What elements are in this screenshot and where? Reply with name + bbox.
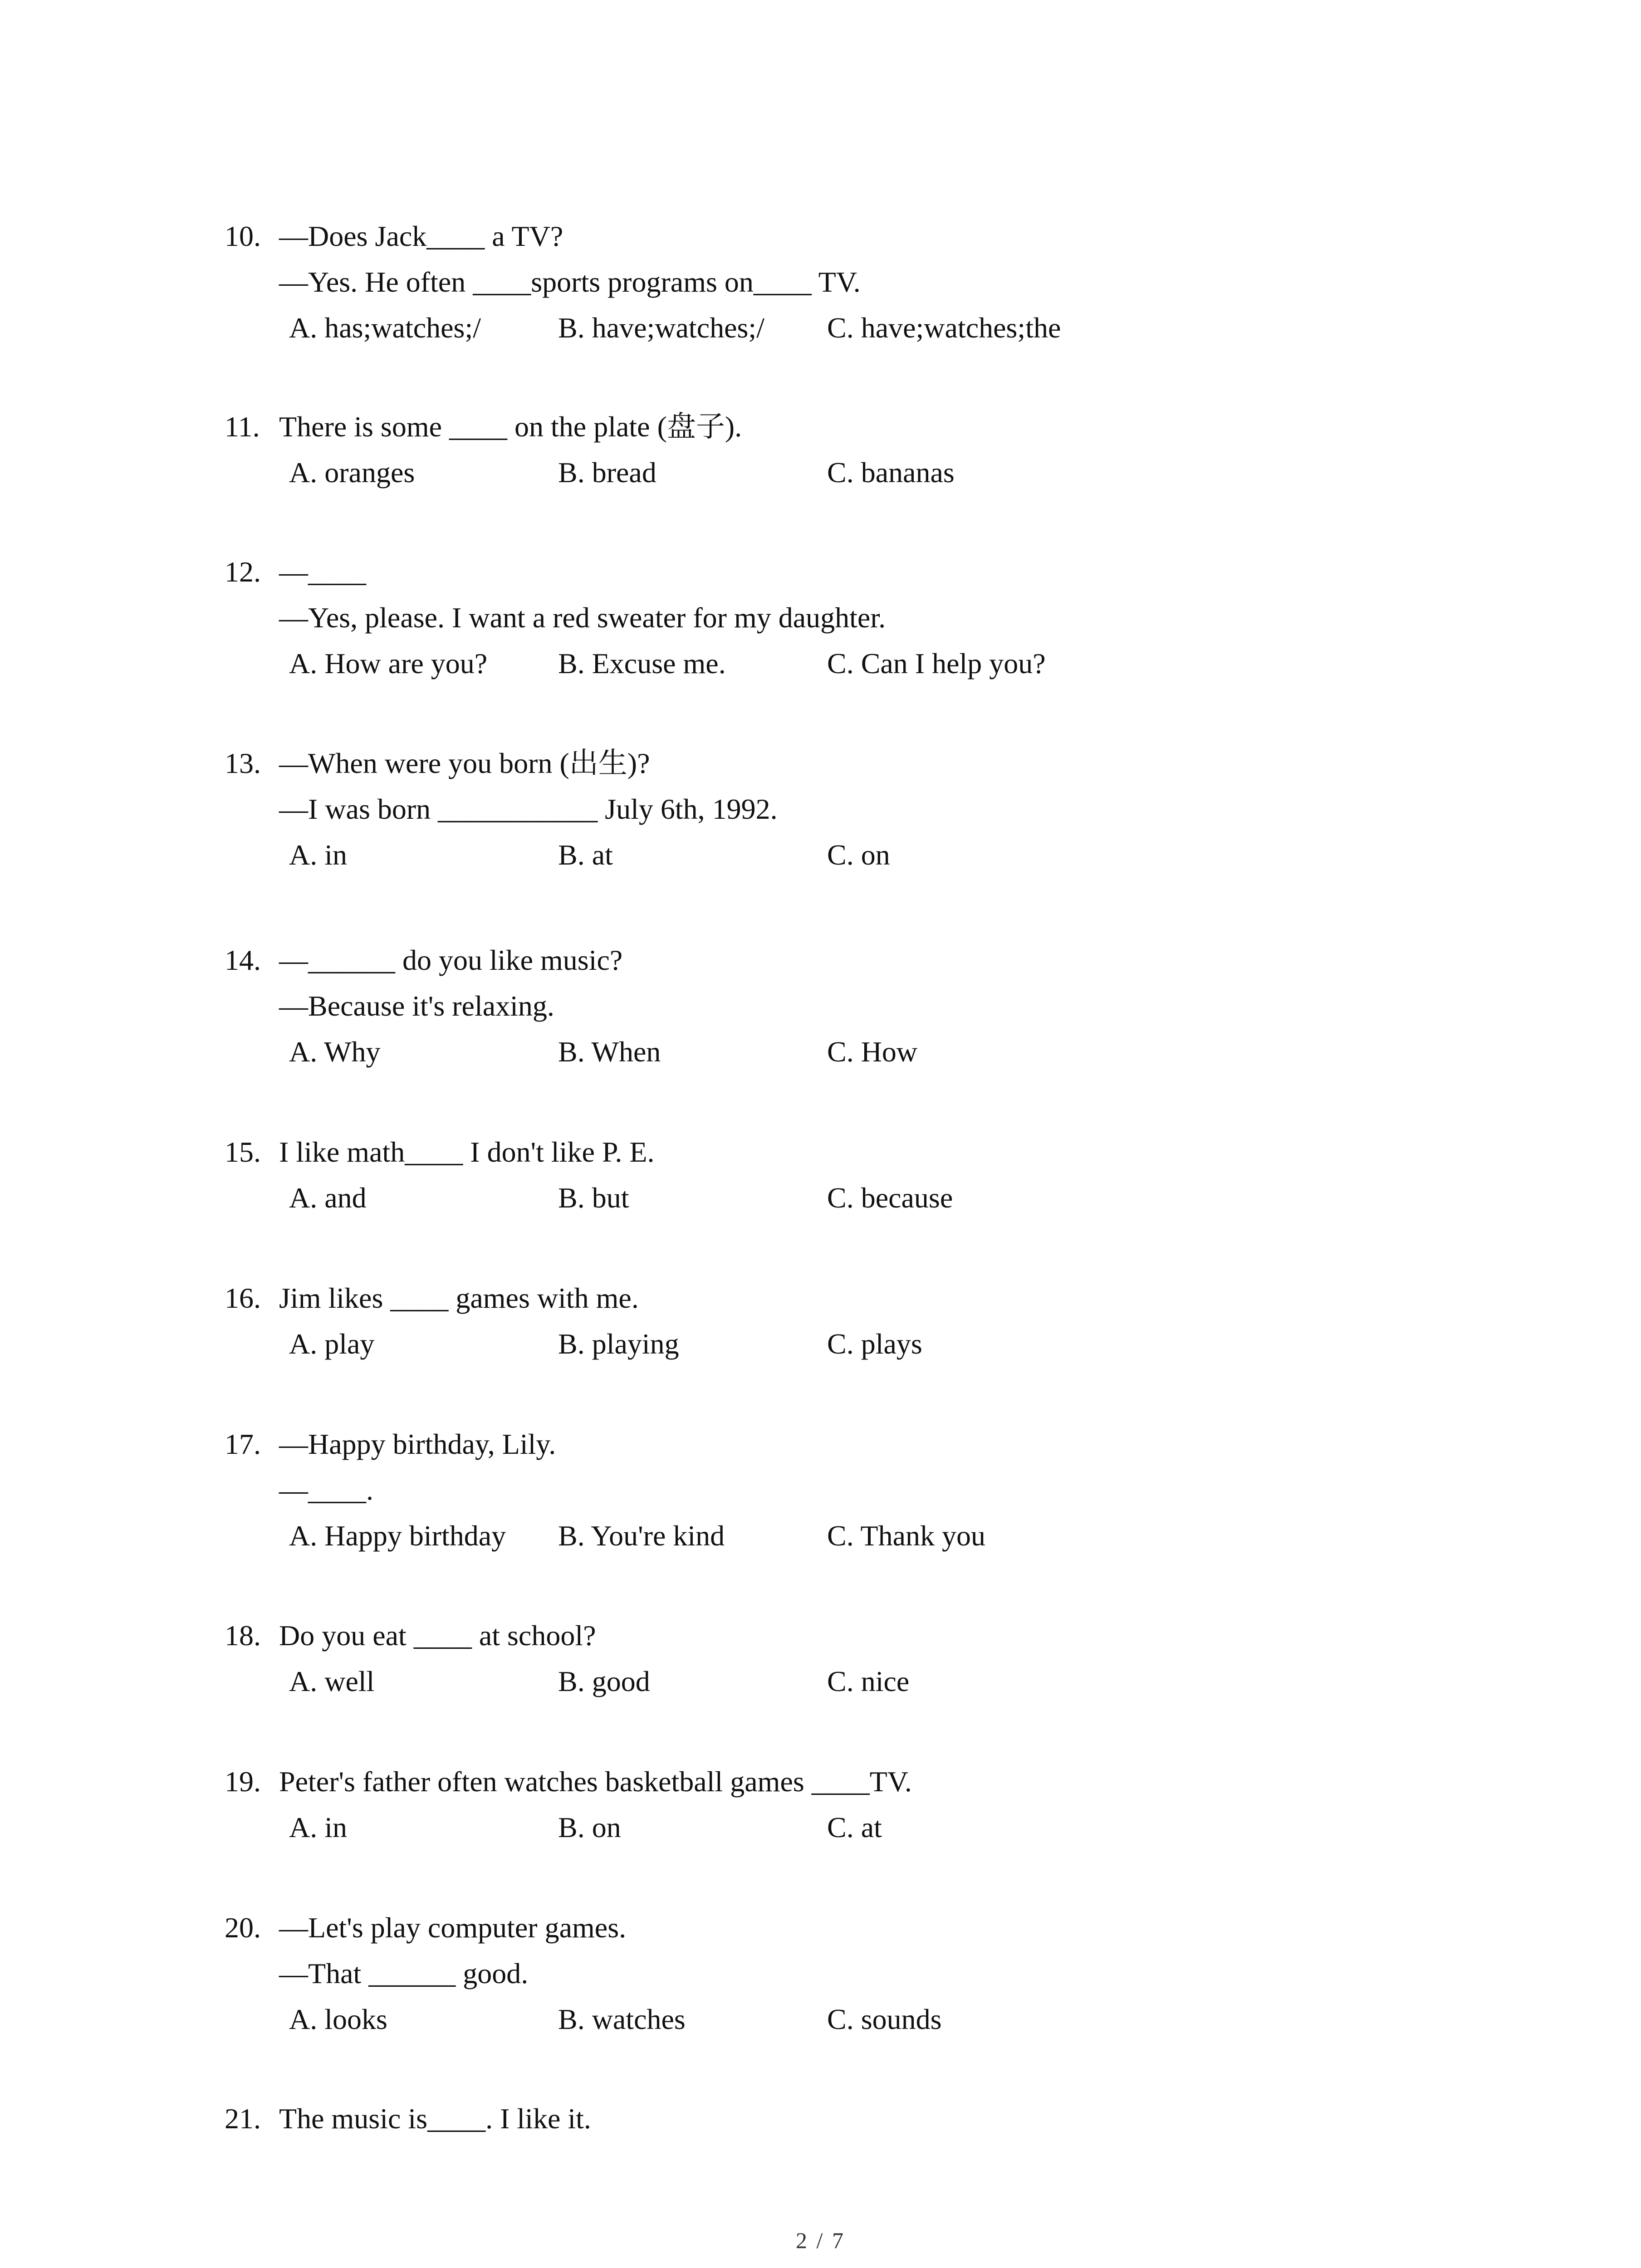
question-text: —Yes. He often ____sports programs on____ TV. <box>279 266 861 298</box>
question-number: 10. <box>225 220 261 252</box>
question-17 <box>225 1421 1540 1559</box>
answer-option: A. Happy birthday <box>289 1520 506 1552</box>
answer-option: B. When <box>558 1036 661 1068</box>
question-text: —____ <box>279 556 366 588</box>
answer-option: B. You're kind <box>558 1520 725 1552</box>
question-text: There is some ____ on the plate (盘子). <box>279 411 742 443</box>
page-number: 2 / 7 <box>796 2228 845 2253</box>
question-text: —____. <box>279 1474 373 1506</box>
question-stem <box>225 937 1540 983</box>
question-text: Do you eat ____ at school? <box>279 1619 596 1652</box>
question-number: 14. <box>225 944 261 976</box>
answer-option: C. Thank you <box>827 1520 986 1552</box>
answer-options <box>225 1658 1540 1704</box>
answer-option: A. oranges <box>289 456 415 489</box>
question-stem <box>225 1421 1540 1467</box>
question-dialogue-line <box>225 1467 1540 1513</box>
question-stem <box>225 1129 1540 1175</box>
answer-option: C. plays <box>827 1328 922 1360</box>
question-21 <box>225 2096 1540 2141</box>
answer-option: C. sounds <box>827 2003 942 2035</box>
question-dialogue-line <box>225 983 1540 1029</box>
question-text: —Let's play computer games. <box>279 1911 627 1944</box>
question-stem <box>225 1759 1540 1804</box>
answer-option: B. watches <box>558 2003 686 2035</box>
question-10 <box>225 213 1540 351</box>
question-stem <box>225 740 1540 786</box>
answer-option: C. Can I help you? <box>827 647 1046 679</box>
answer-option: A. play <box>289 1328 375 1360</box>
answer-options <box>225 1513 1540 1559</box>
answer-options <box>225 305 1540 351</box>
question-text: I like math____ I don't like P. E. <box>279 1136 655 1168</box>
question-stem <box>225 1613 1540 1658</box>
answer-option: C. nice <box>827 1665 910 1697</box>
question-13 <box>225 740 1540 878</box>
answer-option: B. have;watches;/ <box>558 312 764 344</box>
question-number: 15. <box>225 1136 261 1168</box>
answer-option: B. but <box>558 1182 629 1214</box>
question-stem <box>225 213 1540 259</box>
question-14 <box>225 937 1540 1075</box>
answer-option: A. looks <box>289 2003 387 2035</box>
answer-option: A. in <box>289 839 347 871</box>
question-number: 13. <box>225 747 261 779</box>
answer-option: A. and <box>289 1182 367 1214</box>
answer-options <box>225 450 1540 495</box>
question-text: —That ______ good. <box>279 1957 529 1989</box>
question-11 <box>225 404 1540 495</box>
question-19 <box>225 1759 1540 1850</box>
answer-option: A. Why <box>289 1036 381 1068</box>
answer-option: B. playing <box>558 1328 679 1360</box>
answer-option: B. bread <box>558 456 656 489</box>
question-stem <box>225 549 1540 595</box>
question-stem <box>225 2096 1540 2141</box>
question-text: The music is____. I like it. <box>279 2102 591 2135</box>
question-text: —Does Jack____ a TV? <box>279 220 563 252</box>
answer-option: C. on <box>827 839 890 871</box>
question-number: 17. <box>225 1428 261 1460</box>
answer-options <box>225 640 1540 686</box>
answer-options <box>225 1175 1540 1221</box>
question-text: —I was born ___________ July 6th, 1992. <box>279 793 778 825</box>
answer-option: C. have;watches;the <box>827 312 1061 344</box>
answer-options <box>225 1029 1540 1075</box>
answer-options <box>225 832 1540 878</box>
answer-options <box>225 1804 1540 1850</box>
question-dialogue-line <box>225 259 1540 305</box>
question-number: 12. <box>225 556 261 588</box>
question-text: —Happy birthday, Lily. <box>279 1428 556 1460</box>
answer-option: A. How are you? <box>289 647 488 679</box>
question-text: Jim likes ____ games with me. <box>279 1282 639 1314</box>
question-dialogue-line <box>225 1950 1540 1996</box>
question-stem <box>225 1275 1540 1321</box>
question-15 <box>225 1129 1540 1221</box>
answer-option: C. bananas <box>827 456 955 489</box>
question-number: 20. <box>225 1911 261 1944</box>
question-12 <box>225 549 1540 686</box>
answer-option: C. because <box>827 1182 953 1214</box>
answer-option: B. on <box>558 1811 621 1843</box>
answer-option: A. in <box>289 1811 347 1843</box>
question-text: Peter's father often watches basketball games ____TV. <box>279 1765 912 1798</box>
answer-options <box>225 1321 1540 1367</box>
question-stem <box>225 404 1540 450</box>
question-number: 21. <box>225 2102 261 2135</box>
question-text: —Because it's relaxing. <box>279 990 554 1022</box>
question-number: 11. <box>225 411 260 443</box>
answer-option: C. at <box>827 1811 882 1843</box>
answer-option: A. has;watches;/ <box>289 312 481 344</box>
question-text: —______ do you like music? <box>279 944 623 976</box>
question-stem <box>225 1905 1540 1950</box>
answer-option: B. at <box>558 839 613 871</box>
question-number: 16. <box>225 1282 261 1314</box>
answer-option: C. How <box>827 1036 918 1068</box>
question-dialogue-line <box>225 786 1540 832</box>
question-number: 19. <box>225 1765 261 1798</box>
answer-option: B. Excuse me. <box>558 647 726 679</box>
question-text: —Yes, please. I want a red sweater for my daughter. <box>279 601 886 634</box>
question-dialogue-line <box>225 595 1540 640</box>
question-text: —When were you born (出生)? <box>279 747 650 779</box>
question-number: 18. <box>225 1619 261 1652</box>
answer-option: A. well <box>289 1665 375 1697</box>
answer-options <box>225 1996 1540 2042</box>
question-20 <box>225 1905 1540 2042</box>
question-16 <box>225 1275 1540 1367</box>
question-18 <box>225 1613 1540 1704</box>
answer-option: B. good <box>558 1665 650 1697</box>
